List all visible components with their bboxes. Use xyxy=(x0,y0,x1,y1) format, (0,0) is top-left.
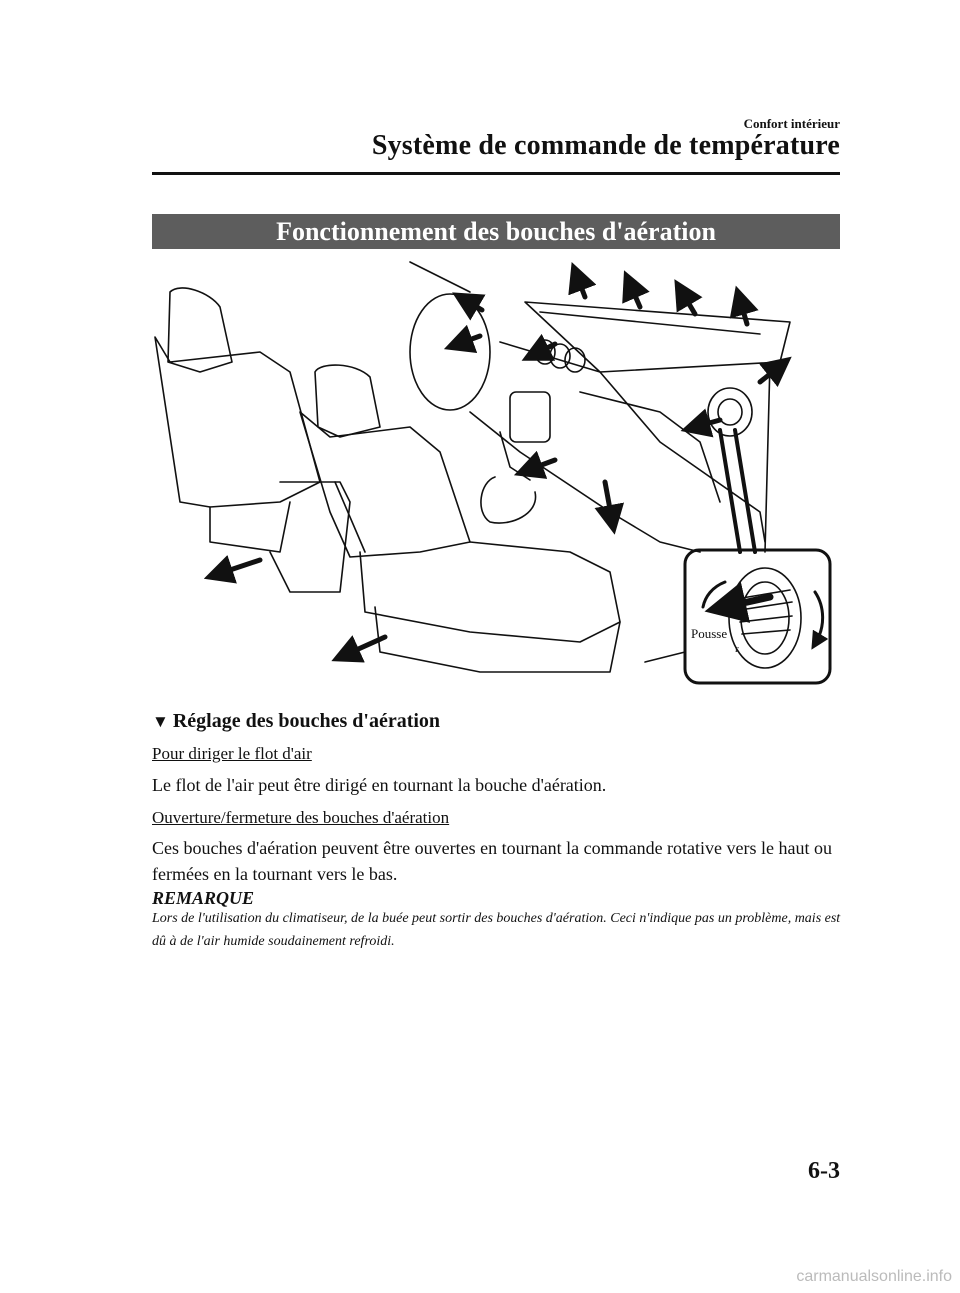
callout-label-suffix: r xyxy=(735,643,739,655)
section-label-open-close: Ouverture/fermeture des bouches d'aération xyxy=(152,808,450,827)
section-label: Confort intérieur xyxy=(743,116,840,131)
sub-heading-text: Réglage des bouches d'aération xyxy=(172,710,441,732)
down-triangle-icon: ▼ xyxy=(152,712,169,731)
callout-label: Pousse xyxy=(691,626,728,641)
section-text-direct-airflow: Le flot de l'air peut être dirigé en tournant la bouche d'aération. xyxy=(152,775,607,795)
airflow-arrows xyxy=(218,276,780,655)
header-divider xyxy=(152,172,840,175)
page-title: Système de commande de température xyxy=(371,130,840,161)
rear-seat-outline xyxy=(155,288,350,592)
vent-illustration xyxy=(140,252,840,700)
note-text: Lors de l'utilisation du climatiseur, de la buée peut sortir des bouches d'aération. Ceci n'indique pas un problème, mais est dû à de l'air humide soudainement refroidi. xyxy=(152,911,841,949)
watermark: carmanualsonline.info xyxy=(796,1268,952,1285)
section-banner: Fonctionnement des bouches d'aération xyxy=(152,214,840,249)
vent-callout xyxy=(645,430,830,683)
page-number: 6-3 xyxy=(808,1158,840,1184)
section-label-direct-airflow: Pour diriger le flot d'air xyxy=(152,744,312,763)
sub-heading xyxy=(152,710,440,733)
note-title: REMARQUE xyxy=(152,888,255,908)
section-text-open-close: Ces bouches d'aération peuvent être ouvertes en tournant la commande rotative vers le haut ou fermées en la tournant vers le bas. xyxy=(152,838,833,884)
